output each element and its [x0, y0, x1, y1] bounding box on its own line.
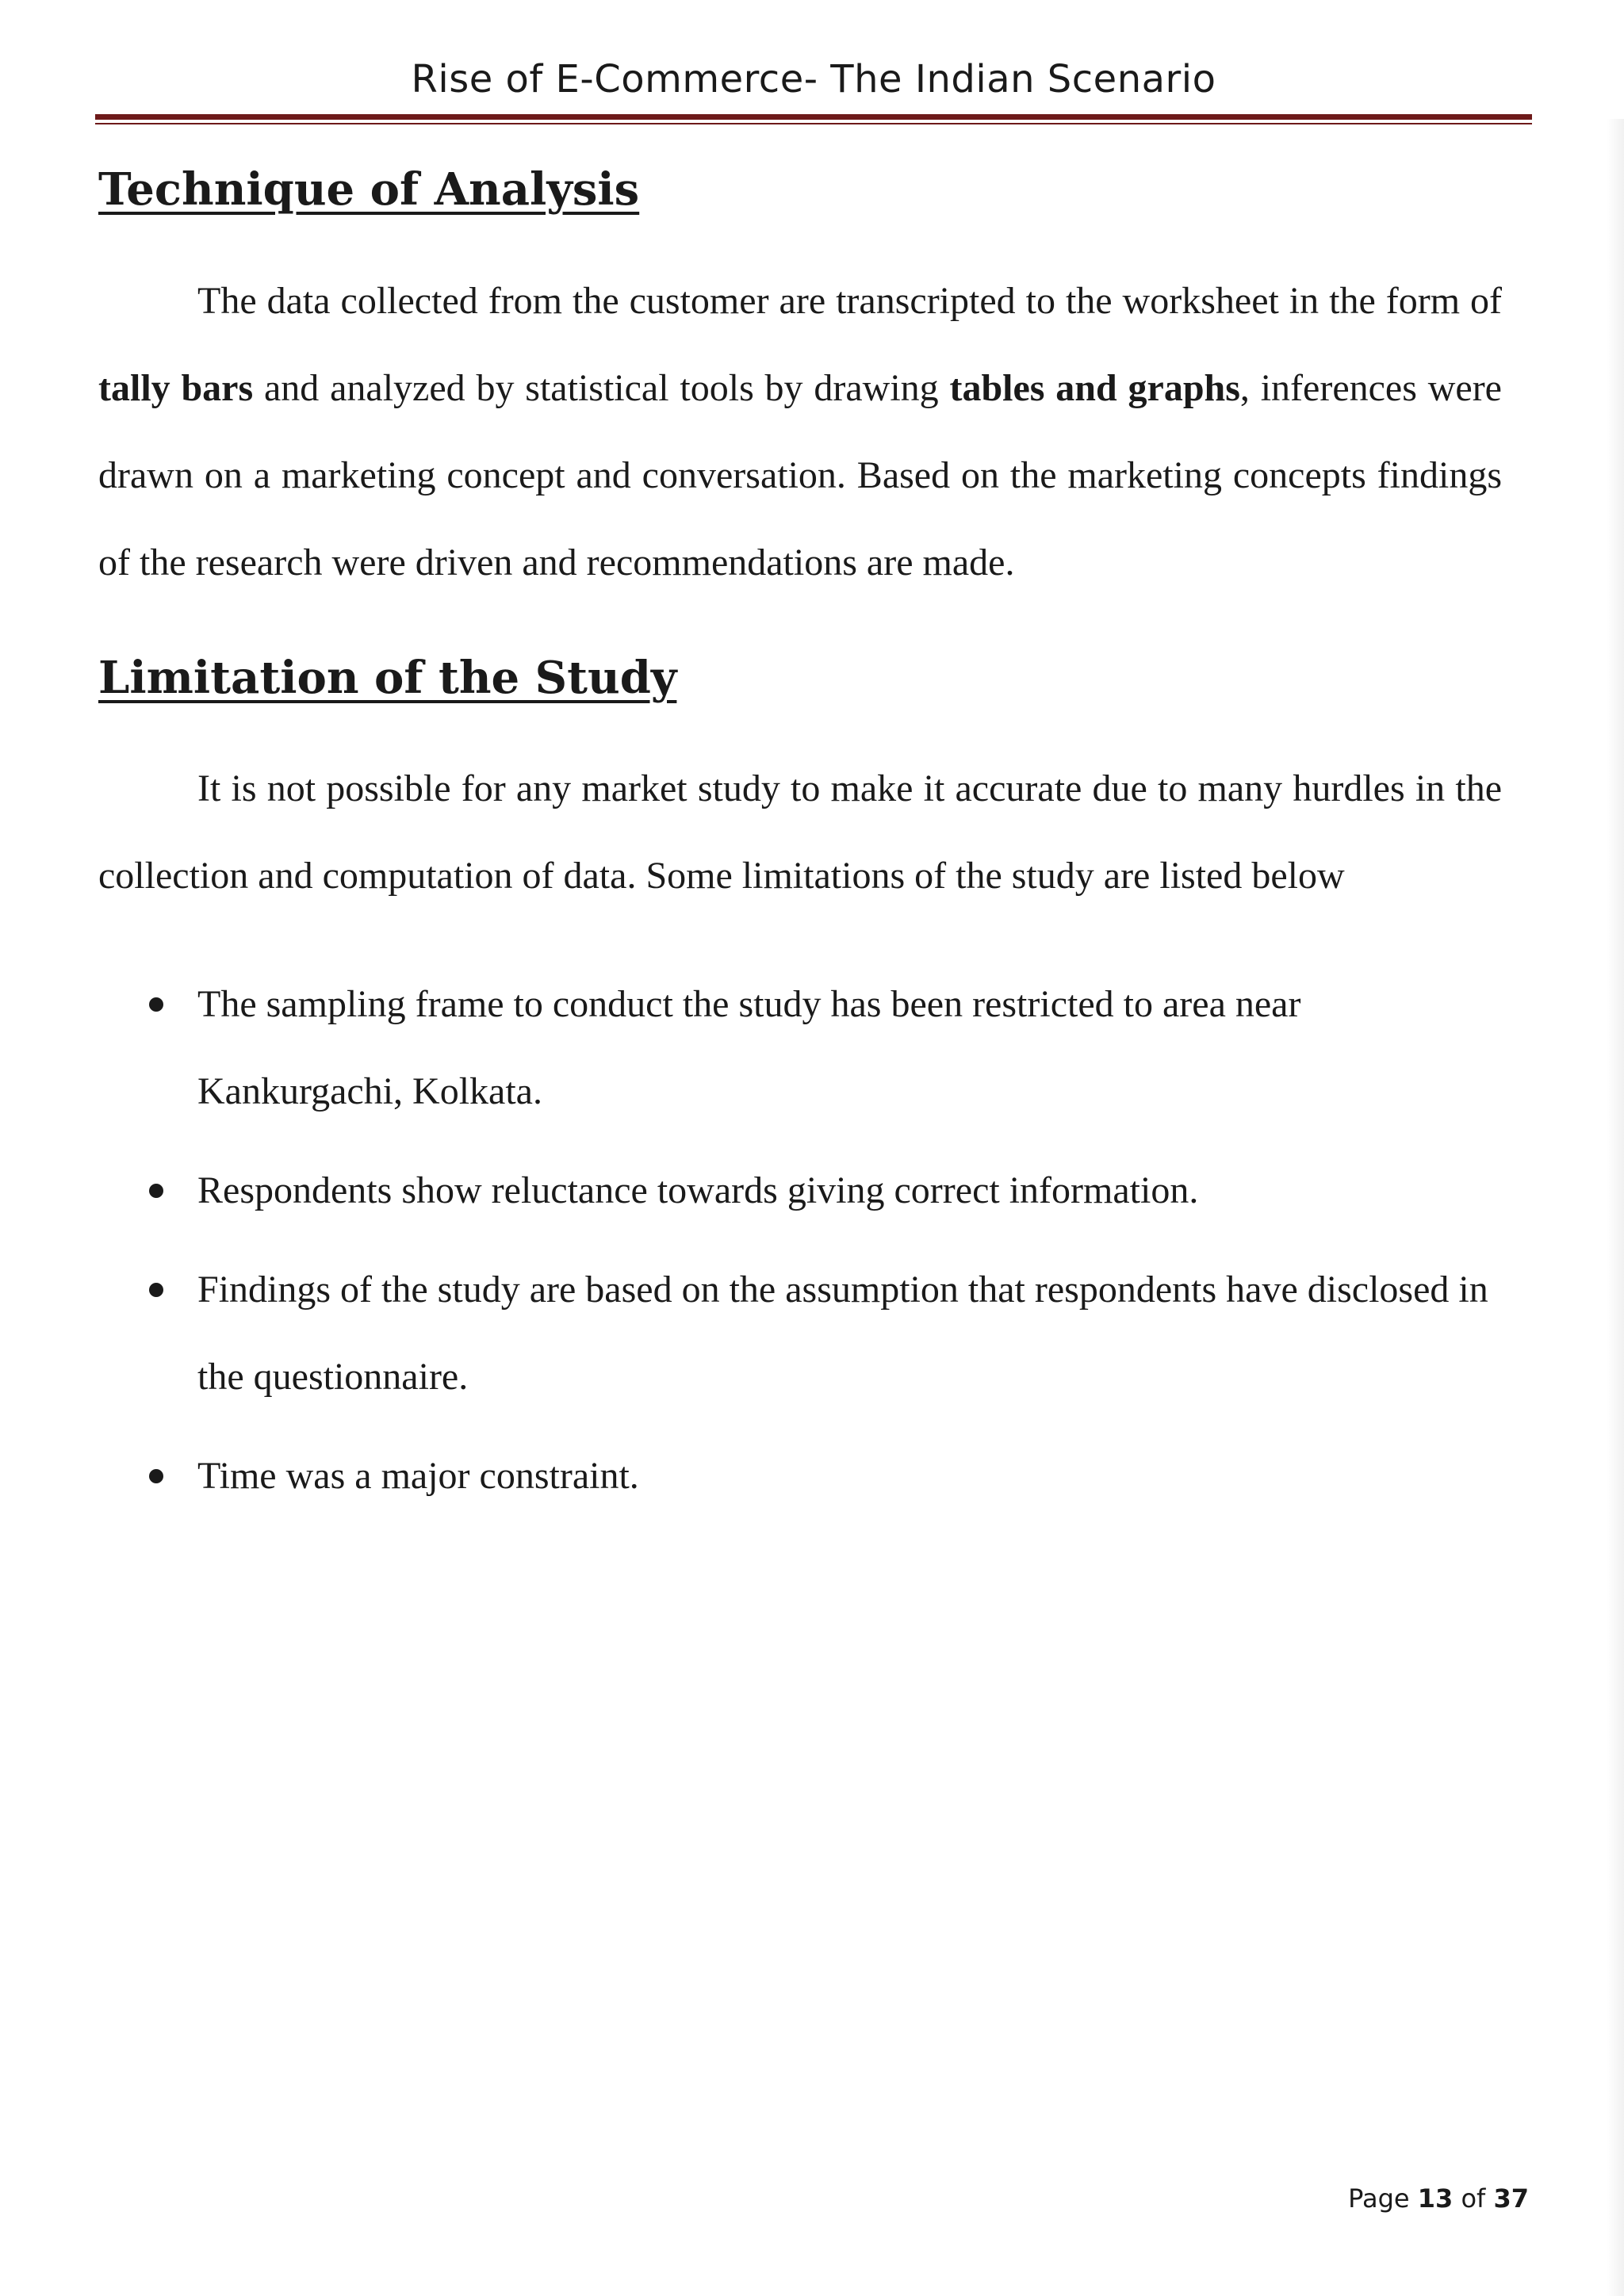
- limitation-paragraph: It is not possible for any market study to make it accurate due to many hurdles in the collection and computation of data. Some limitations of the study are listed below: [98, 767, 1502, 897]
- page-number: 13: [1417, 2183, 1454, 2214]
- list-item-text: Respondents show reluctance towards giving correct information.: [197, 1169, 1199, 1211]
- page-footer: [1348, 2183, 1529, 2214]
- page-edge-shadow: [1607, 119, 1624, 2296]
- header-rule-thick: [95, 114, 1532, 120]
- bold-term-tables-graphs: tables and graphs: [949, 367, 1240, 409]
- list-item: [98, 1433, 1502, 1520]
- list-item: [98, 961, 1502, 1135]
- bullet-dot-icon: [149, 997, 163, 1012]
- technique-paragraph: [98, 258, 1502, 607]
- bullet-dot-icon: [149, 1283, 163, 1297]
- paragraph-text: , inferences were drawn on a marketing concept and conversation. Based on the marketing concepts findings of the research were driven and recommendations are made.: [98, 367, 1502, 584]
- of-label: of: [1461, 2183, 1486, 2214]
- running-header-title: Rise of E-Commerce- The Indian Scenario: [411, 57, 1216, 101]
- page-label: Page: [1348, 2183, 1410, 2214]
- section-heading-technique: Technique of Analysis: [98, 163, 640, 216]
- bold-term-tally-bars: tally bars: [98, 367, 254, 409]
- list-item-text: The sampling frame to conduct the study has been restricted to area near Kankurgachi, Kolkata.: [197, 983, 1301, 1112]
- section-heading-limitation: Limitation of the Study: [98, 652, 677, 704]
- bullet-dot-icon: [149, 1184, 163, 1198]
- list-item-text: Findings of the study are based on the assumption that respondents have disclosed in the questionnaire.: [197, 1269, 1488, 1398]
- total-pages: 37: [1493, 2183, 1529, 2214]
- list-item: [98, 1147, 1502, 1234]
- list-item-text: Time was a major constraint.: [197, 1455, 639, 1497]
- header-rule-thin: [95, 123, 1532, 124]
- list-item: [98, 1246, 1502, 1421]
- limitations-list: [98, 961, 1502, 1532]
- bullet-dot-icon: [149, 1469, 163, 1483]
- paragraph-text: and analyzed by statistical tools by drawing: [253, 367, 950, 409]
- paragraph-text: The data collected from the customer are transcripted to the worksheet in the form of: [197, 280, 1502, 322]
